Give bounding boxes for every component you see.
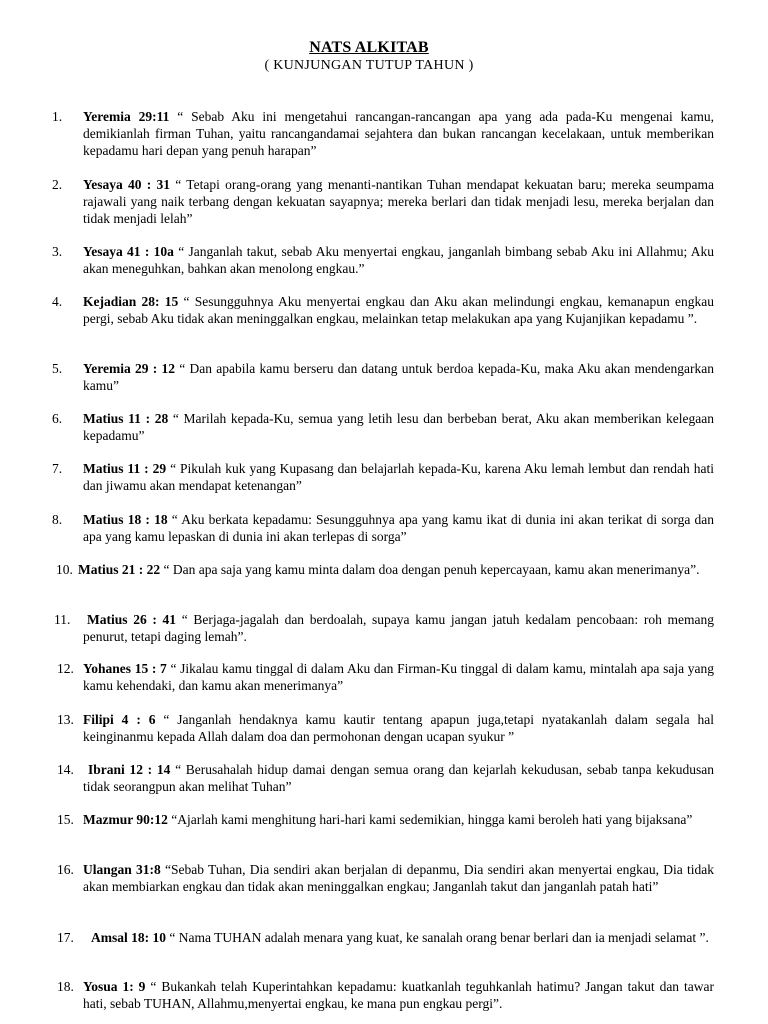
- verse-reference: Mazmur 90:12: [83, 812, 168, 827]
- list-item-number: 1.: [52, 109, 63, 124]
- list-item-number: 6.: [52, 411, 63, 426]
- list-item-number: 7.: [52, 461, 63, 476]
- list-item-number: 18.: [57, 979, 74, 994]
- list-item-number: 13.: [57, 712, 74, 727]
- list-item-number: 15.: [57, 812, 74, 827]
- verse-text: “ Janganlah takut, sebab Aku menyertai engkau, janganlah bimbang sebab Aku ini Allahmu; Aku akan meneguhkan, bahkan akan menolong engkau.”: [83, 244, 714, 276]
- list-item-body: [83, 176, 714, 227]
- verse-reference: Yosua 1: 9: [83, 979, 146, 994]
- list-item-body: [83, 761, 714, 795]
- list-item-body: [83, 410, 714, 444]
- list-item-body: [83, 811, 714, 828]
- document-title: NATS ALKITAB: [309, 39, 429, 56]
- verse-reference: Kejadian 28: 15: [83, 294, 179, 309]
- verse-text: “ Pikulah kuk yang Kupasang dan belajarlah kepada-Ku, karena Aku lemah lembut dan rendah hati dan jiwamu akan mendapat ketenangan”: [83, 461, 714, 493]
- verse-reference: Yeremia 29 : 12: [83, 361, 175, 376]
- verse-reference: Yesaya 40 : 31: [83, 177, 171, 192]
- verse-reference: Matius 11 : 29: [83, 461, 167, 476]
- list-item-body: [83, 611, 714, 645]
- list-item-body: [83, 861, 714, 895]
- verse-reference: Matius 11 : 28: [83, 411, 169, 426]
- verse-text: “ Sesungguhnya Aku menyertai engkau dan Aku akan melindungi engkau, kemanapun engkau pergi, sebab Aku tidak akan meninggalkan engkau, melainkan tetap melakukan apa yang Kujanjikan kepadamu ”.: [83, 294, 714, 326]
- verse-text: “ Nama TUHAN adalah menara yang kuat, ke sanalah orang benar berlari dan ia menjadi selamat ”.: [166, 930, 709, 945]
- list-item-number: 11.: [54, 612, 71, 627]
- verse-reference: Amsal 18: 10: [91, 930, 166, 945]
- list-item-number: 8.: [52, 512, 63, 527]
- list-item-number: 10.: [56, 562, 73, 577]
- verse-reference: Ibrani 12 : 14: [88, 762, 171, 777]
- verse-text: “Ajarlah kami menghitung hari-hari kami sedemikian, hingga kami beroleh hati yang bijaksana”: [167, 812, 693, 827]
- list-item-number: 4.: [52, 294, 63, 309]
- verse-reference: Yesaya 41 : 10a: [83, 244, 174, 259]
- document-subtitle: ( KUNJUNGAN TUTUP TAHUN ): [264, 58, 474, 73]
- list-item-body: [83, 711, 714, 745]
- list-item-body: [83, 978, 714, 1012]
- verse-text: “ Tetapi orang-orang yang menanti-nantikan Tuhan mendapat kekuatan baru; mereka seumpama rajawali yang naik terbang dengan kekuatan sayapnya; mereka berlari dan tidak menjadi lesu, mereka berjalan dan tidak menjadi lelah”: [83, 177, 714, 226]
- verse-reference: Filipi 4 : 6: [83, 712, 156, 727]
- verse-text: “Sebab Tuhan, Dia sendiri akan berjalan di depanmu, Dia sendiri akan menyertai engkau, Dia tidak akan membiarkan engkau dan tidak akan meninggalkan engkau; Janganlah takut dan janganlah patah hati”: [83, 862, 714, 894]
- verse-text: “ Dan apa saja yang kamu minta dalam doa dengan penuh kepercayaan, kamu akan menerimanya”.: [160, 562, 700, 577]
- verse-text: “ Berusahalah hidup damai dengan semua orang dan kejarlah kekudusan, sebab tanpa kekudusan tidak seorangpun akan melihat Tuhan”: [83, 762, 714, 794]
- list-item-body: [83, 293, 714, 327]
- verse-text: “ Sebab Aku ini mengetahui rancangan-rancangan apa yang ada pada-Ku mengenai kamu, demikianlah firman Tuhan, yaitu rancangandamai sejahtera dan bukan rancangan kecelakaan, untuk memberikan kepadamu hari depan yang penuh harapan”: [83, 109, 714, 158]
- list-item-number: 17.: [57, 930, 74, 945]
- verse-reference: Yohanes 15 : 7: [83, 661, 167, 676]
- verse-text: “ Aku berkata kepadamu: Sesungguhnya apa yang kamu ikat di dunia ini akan terikat di sorga dan apa yang kamu lepaskan di dunia ini akan terlepas di sorga”: [83, 512, 715, 544]
- list-item-body: [83, 243, 714, 277]
- list-item-body: [83, 108, 714, 159]
- list-item-body: [83, 929, 714, 946]
- verse-text: “ Janganlah hendaknya kamu kautir tentang apapun juga,tetapi nyatakanlah dalam segala hal keinginanmu kepada Allah dalam doa dan permohonan dengan ucapan syukur ”: [83, 712, 714, 744]
- verse-text: “ Marilah kepada-Ku, semua yang letih lesu dan berbeban berat, Aku akan memberikan kelegaan kepadamu”: [83, 411, 714, 443]
- list-item-body: [78, 561, 714, 578]
- list-item-number: 2.: [52, 177, 63, 192]
- verse-reference: Yeremia 29:11: [83, 109, 170, 124]
- list-item-number: 3.: [52, 244, 63, 259]
- verse-text: “ Jikalau kamu tinggal di dalam Aku dan Firman-Ku tinggal di dalam kamu, mintalah apa saja yang kamu kehendaki, dan kamu akan menerimanya”: [83, 661, 714, 693]
- verse-reference: Ulangan 31:8: [83, 862, 161, 877]
- list-item-body: [83, 511, 714, 545]
- list-item-body: [83, 360, 714, 394]
- list-item-body: [83, 660, 714, 694]
- list-item-number: 5.: [52, 361, 63, 376]
- verse-text: “ Bukankah telah Kuperintahkan kepadamu: kuatkanlah teguhkanlah hatimu? Jangan takut dan tawar hati, sebab TUHAN, Allahmu,menyertai engkau, ke mana pun engkau pergi”.: [83, 979, 715, 1011]
- list-item-number: 16.: [57, 862, 74, 877]
- list-item-number: 12.: [57, 661, 74, 676]
- verse-reference: Matius 18 : 18: [83, 512, 168, 527]
- verse-reference: Matius 21 : 22: [78, 562, 161, 577]
- verse-text: “ Berjaga-jagalah dan berdoalah, supaya kamu jangan jatuh kedalam pencobaan: roh memang penurut, tetapi daging lemah”.: [83, 612, 714, 644]
- list-item-body: [83, 460, 714, 494]
- verse-text: “ Dan apabila kamu berseru dan datang untuk berdoa kepada-Ku, maka Aku akan mendengarkan kamu”: [83, 361, 714, 393]
- verse-reference: Matius 26 : 41: [87, 612, 177, 627]
- list-item-number: 14.: [57, 762, 74, 777]
